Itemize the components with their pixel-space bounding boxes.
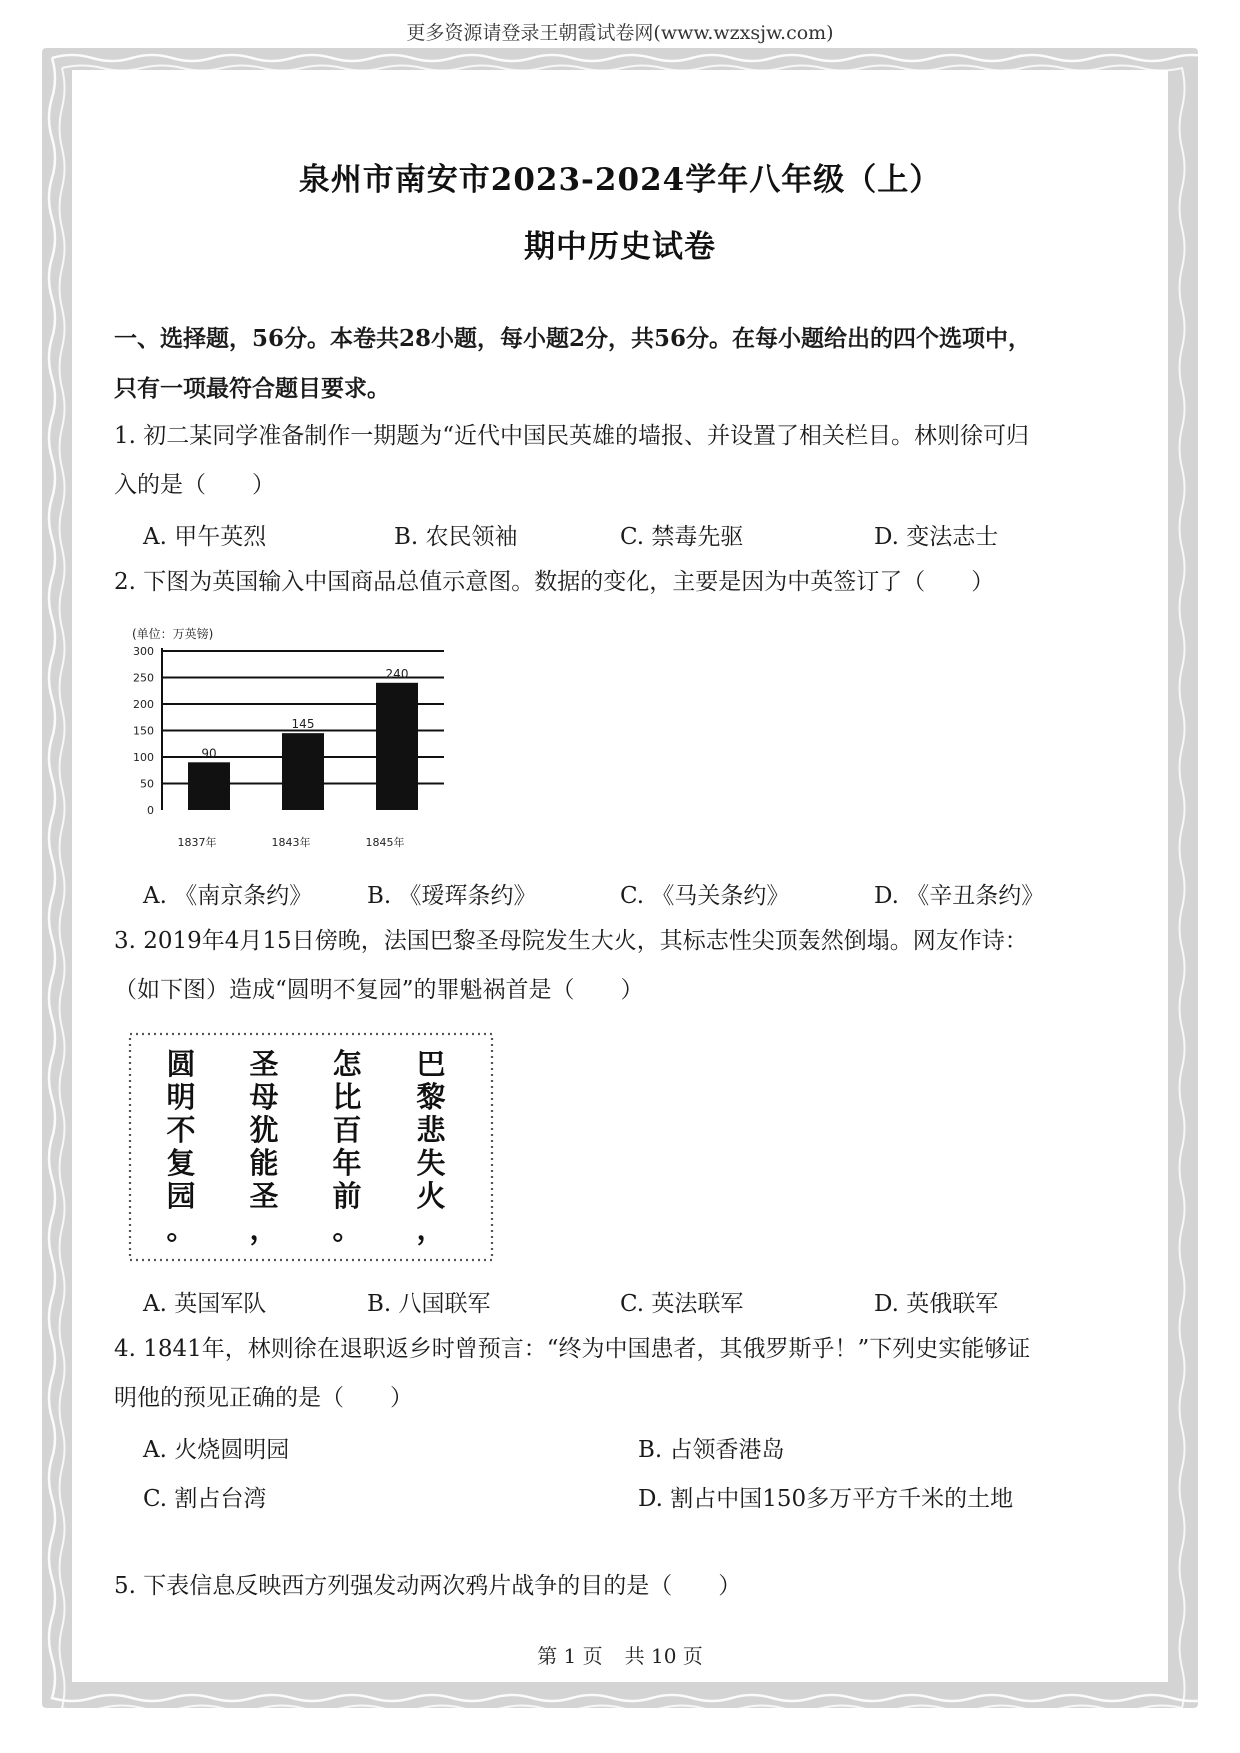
chart-xtick-label: 1837年 <box>177 836 217 849</box>
chart-data-label: 240 <box>385 666 409 681</box>
q1-option-d: D. 变法志士 <box>874 524 999 550</box>
q1-option-a: A. 甲午英烈 <box>143 524 267 550</box>
q3-stem-line1: 3. 2019年4月15日傍晚，法国巴黎圣母院发生大火，其标志性尖顶轰然倒塌。网友作诗： <box>114 928 1028 954</box>
q1-option-c: C. 禁毒先驱 <box>620 524 744 550</box>
chart-xtick-label: 1845年 <box>365 836 405 849</box>
q3-stem-line2: （如下图）造成“圆明不复园”的罪魁祸首是（ ） <box>114 977 644 1003</box>
q4-stem-line2: 明他的预见正确的是（ ） <box>114 1385 413 1411</box>
poem-column-1: 圆 明 不 复 园 。 <box>166 1047 196 1246</box>
q1-stem-line2: 入的是（ ） <box>114 472 275 498</box>
site-banner: 更多资源请登录王朝霞试卷网(www.wzxsjw.com) <box>406 22 834 44</box>
footer-page-number: 第 1 页 <box>537 1644 603 1668</box>
chart-unit-label: (单位：万英镑) <box>132 627 214 641</box>
chart-bar <box>282 733 324 810</box>
chart-ytick-label: 0 <box>147 804 154 817</box>
q4-stem-line1: 4. 1841年，林则徐在退职返乡时曾预言：“终为中国患者，其俄罗斯乎！”下列史实能够证 <box>114 1336 1031 1362</box>
section-heading-line1: 一、选择题，56分。本卷共28小题，每小题2分，共56分。在每小题给出的四个选项中， <box>114 325 1032 352</box>
poem-column-3: 怎 比 百 年 前 。 <box>332 1047 362 1246</box>
q4-option-d: D. 割占中国150多万平方千米的土地 <box>638 1486 1014 1512</box>
q3-option-b: B. 八国联军 <box>367 1291 491 1317</box>
q1-stem-line1: 1. 初二某同学准备制作一期题为“近代中国民英雄的墙报、并设置了相关栏目。林则徐可归 <box>114 423 1030 449</box>
q4-option-a: A. 火烧圆明园 <box>143 1437 290 1463</box>
section-heading-line2: 只有一项最符合题目要求。 <box>114 375 390 402</box>
page-footer <box>0 1640 1240 1669</box>
chart-bar <box>188 762 230 810</box>
q2-option-a: A. 《南京条约》 <box>143 883 313 909</box>
chart-ytick-label: 250 <box>133 671 154 685</box>
chart-data-label: 90 <box>201 746 217 761</box>
q2-option-d: D. 《辛丑条约》 <box>874 883 1045 909</box>
bar-chart <box>118 620 458 860</box>
chart-ytick-label: 300 <box>133 645 154 658</box>
q5-stem: 5. 下表信息反映西方列强发动两次鸦片战争的目的是（ ） <box>114 1573 742 1599</box>
poem-column-2: 圣 母 犹 能 圣 ， <box>249 1047 279 1246</box>
q3-option-d: D. 英俄联军 <box>874 1291 999 1317</box>
chart-ytick-label: 50 <box>140 777 154 791</box>
q3-option-c: C. 英法联军 <box>620 1291 744 1317</box>
chart-bar <box>376 683 418 810</box>
chart-ytick-label: 100 <box>133 751 154 764</box>
chart-ytick-label: 200 <box>133 698 154 711</box>
chart-ytick-label: 150 <box>133 724 154 738</box>
chart-data-label: 145 <box>291 717 315 732</box>
q1-option-b: B. 农民领袖 <box>394 524 518 550</box>
q3-option-a: A. 英国军队 <box>143 1291 267 1317</box>
q2-stem: 2. 下图为英国输入中国商品总值示意图。数据的变化，主要是因为中英签订了（ ） <box>114 569 995 595</box>
footer-total-pages: 共 10 页 <box>624 1644 703 1668</box>
q4-option-c: C. 割占台湾 <box>143 1486 267 1512</box>
exam-subtitle: 期中历史试卷 <box>524 229 716 265</box>
q2-option-c: C. 《马关条约》 <box>620 883 790 909</box>
chart-xtick-label: 1843年 <box>271 836 311 849</box>
q2-option-b: B. 《瑷珲条约》 <box>367 883 537 909</box>
exam-title: 泉州市南安市2023-2024学年八年级（上） <box>298 162 942 198</box>
poem-column-4: 巴 黎 悲 失 火 ， <box>416 1047 446 1246</box>
q4-option-b: B. 占领香港岛 <box>638 1437 785 1463</box>
